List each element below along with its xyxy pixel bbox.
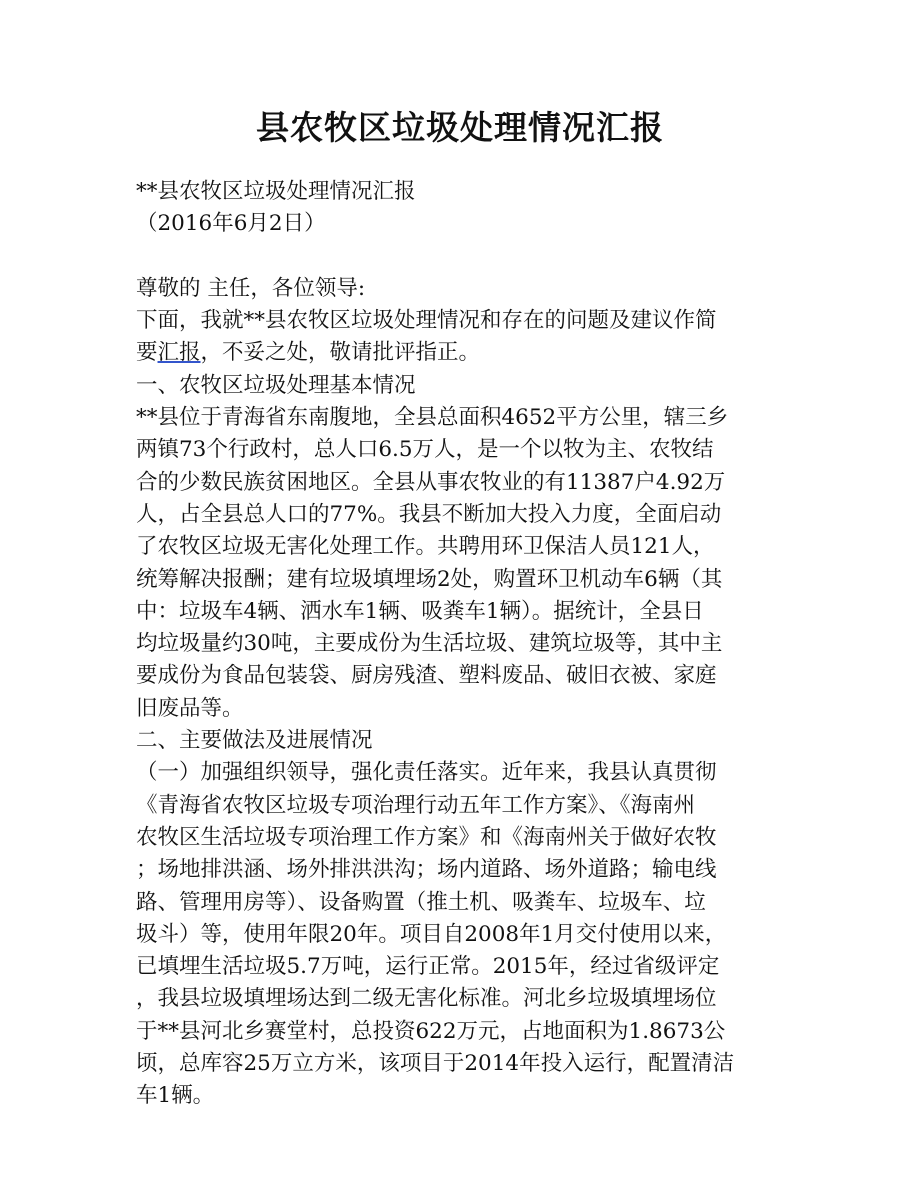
paragraph-line: 均垃圾量约30吨，主要成份为生活垃圾、建筑垃圾等，其中主 xyxy=(136,631,723,657)
section2-paragraph xyxy=(136,757,796,1112)
paragraph-line: 农牧区生活垃圾专项治理工作方案》和《海南州关于做好农牧 xyxy=(136,824,717,850)
document-body xyxy=(136,176,796,1113)
paragraph-line: ；场地排洪涵、场外排洪洪沟；场内道路、场外道路；输电线 xyxy=(136,857,717,883)
report-link[interactable]: 汇报 xyxy=(157,340,201,366)
paragraph-line: 车1辆。 xyxy=(136,1083,215,1109)
paragraph-line: （一）加强组织领导，强化责任落实。近年来，我县认真贯彻 xyxy=(136,760,717,786)
paragraph-line: 人，占全县总人口的77%。我县不断加大投入力度，全面启动 xyxy=(136,501,722,527)
paragraph-line: 两镇73个行政村，总人口6.5万人，是一个以牧为主、农牧结 xyxy=(136,437,714,463)
paragraph-line: 顷，总库容25万立方米，该项目于2014年投入运行，配置清洁 xyxy=(136,1051,735,1077)
intro-text: ，不妥之处，敬请批评指正。 xyxy=(200,340,481,366)
paragraph-line: 圾斗）等，使用年限20年。项目自2008年1月交付使用以来， xyxy=(136,921,727,947)
paragraph-line: 《青海省农牧区垃圾专项治理行动五年工作方案》、《海南州 xyxy=(136,792,696,818)
paragraph-line: 统筹解决报酬；建有垃圾填埋场2处，购置环卫机动车6辆（其 xyxy=(136,566,723,592)
paragraph-line: ，我县垃圾填埋场达到二级无害化标准。河北乡垃圾填埋场位 xyxy=(136,986,717,1012)
intro-line xyxy=(136,337,796,369)
page-title: 县农牧区垃圾处理情况汇报 xyxy=(256,108,664,147)
section1-paragraph xyxy=(136,402,796,725)
paragraph-line: 合的少数民族贫困地区。全县从事农牧业的有11387户4.92万 xyxy=(136,469,726,495)
report-date: （2016年6月2日） xyxy=(136,211,326,237)
salutation: 尊敬的 主任，各位领导: xyxy=(136,275,366,301)
blank-line xyxy=(136,241,796,273)
paragraph-line: 中：垃圾车4辆、洒水车1辆、吸粪车1辆）。据统计，全县日 xyxy=(136,598,704,624)
section-heading: 二、主要做法及进展情况 xyxy=(136,728,373,754)
paragraph-line: 了农牧区垃圾无害化处理工作。共聘用环卫保洁人员121人， xyxy=(136,534,715,560)
subtitle: **县农牧区垃圾处理情况汇报 xyxy=(136,179,416,204)
paragraph-line: 已填埋生活垃圾5.7万吨，运行正常。2015年，经过省级评定 xyxy=(136,954,720,980)
paragraph-line: **县位于青海省东南腹地，全县总面积4652平方公里，辖三乡 xyxy=(136,405,729,431)
paragraph-line: 要成份为食品包装袋、厨房残渣、塑料废品、破旧衣被、家庭 xyxy=(136,663,717,689)
intro-text: 要 xyxy=(136,340,158,366)
paragraph-line: 于**县河北乡赛堂村，总投资622万元，占地面积为1.8673公 xyxy=(136,1018,726,1044)
paragraph-line: 旧废品等。 xyxy=(136,695,244,721)
intro-line: 下面，我就**县农牧区垃圾处理情况和存在的问题及建议作简 xyxy=(136,308,717,334)
section-heading: 一、农牧区垃圾处理基本情况 xyxy=(136,372,416,398)
paragraph-line: 路、管理用房等）、设备购置（推土机、吸粪车、垃圾车、垃 xyxy=(136,889,706,915)
